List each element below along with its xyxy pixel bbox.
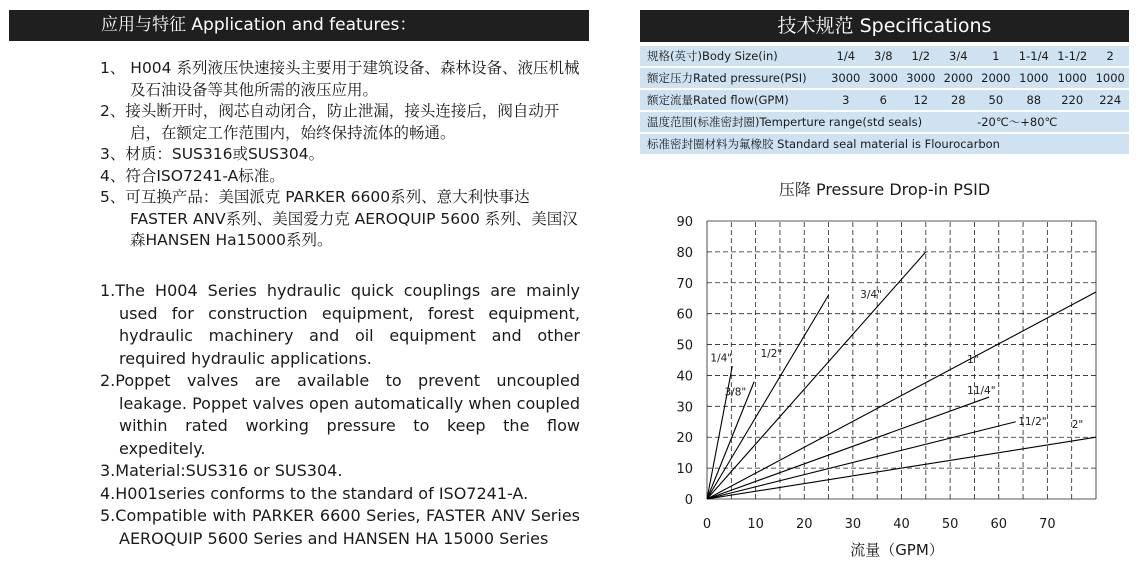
features-header: 应用与特征 Application and features：: [9, 10, 589, 41]
y-tick-label: 10: [676, 462, 693, 478]
size-label: 规格(英寸)Body Size(in): [640, 46, 827, 66]
y-tick-label: 40: [676, 369, 693, 385]
y-tick-label: 90: [676, 215, 693, 230]
series-line: [707, 422, 1016, 499]
x-tick-label: 20: [795, 517, 813, 532]
size-cell: 1/2: [902, 46, 940, 66]
pressure-cell: 3000: [827, 68, 865, 88]
cn-item-3: 3、材质：SUS316或SUS304。: [100, 145, 325, 163]
chart-title: 压降 Pressure Drop-in PSID: [778, 180, 991, 199]
series-line-label: 1": [967, 354, 979, 367]
size-cell: 1-1/4: [1015, 46, 1053, 66]
pressure-cell: 1000: [1015, 68, 1053, 88]
flow-cell: 88: [1015, 90, 1053, 110]
chart-line-labels: [710, 289, 1083, 431]
spec-row-size: [640, 46, 1129, 66]
cn-item-5: 5、可互换产品：美国派克 PARKER 6600系列、意大利快事达 FASTER ANV系列、美国爱力克 AEROQUIP 5600 系列、美国汉森HANSEN Ha15000系列。: [100, 188, 578, 249]
en-item-1: 1.The H004 Series hydraulic quick couplings are mainly used for construction equipment, forest equipment, hydraulic machinery and oil equipment and other required hydraulic applications.: [100, 281, 580, 368]
x-tick-label: 70: [1039, 517, 1056, 532]
series-line-label: 11/2": [1018, 415, 1047, 428]
x-tick-label: 50: [941, 517, 959, 532]
y-tick-label: 30: [676, 400, 693, 416]
spec-row-seal: [640, 134, 1129, 154]
en-item-2: 2.Poppet valves are available to prevent uncoupled leakage. Poppet valves open automatically when coupled within rated working pressure to keep the flow expeditely.: [100, 371, 580, 458]
pressure-drop-chart: [640, 200, 1129, 566]
size-cell: 2: [1091, 46, 1129, 66]
size-cell: 3/4: [940, 46, 978, 66]
cn-item-4: 4、符合ISO7241-A标准。: [100, 166, 285, 185]
chinese-feature-list: [100, 58, 590, 252]
size-cell: 1: [977, 46, 1015, 66]
pressure-cell: 3000: [902, 68, 940, 88]
pressure-cell: 2000: [977, 68, 1015, 88]
spec-row-temperature: [640, 112, 1129, 132]
flow-cell: 6: [865, 90, 903, 110]
y-tick-label: 50: [676, 338, 693, 354]
temperature-value: -20℃～+80℃: [977, 112, 1129, 132]
x-axis-label: 流量（GPM）: [850, 541, 944, 559]
y-tick-label: 20: [676, 431, 693, 447]
series-line-label: 1/2": [760, 347, 783, 360]
y-tick-label: 70: [676, 276, 693, 292]
x-tick-label: 30: [844, 517, 862, 532]
y-tick-label: 60: [676, 307, 693, 323]
pressure-cell: 3000: [865, 68, 903, 88]
flow-cell: 28: [940, 90, 978, 110]
spec-row-pressure: [640, 68, 1129, 88]
pressure-cell: 1000: [1091, 68, 1129, 88]
series-line: [707, 382, 754, 499]
size-cell: 3/8: [865, 46, 903, 66]
cn-item-2: 2、接头断开时，阀芯自动闭合，防止泄漏，接头连接后，阀自动开启，在额定工作范围内，始终保持流体的畅通。: [100, 102, 560, 142]
cn-item-1: 1、 H004 系列液压快速接头主要用于建筑设备、森林设备、液压机械及石油设备等其他所需的液压应用。: [100, 59, 580, 99]
en-item-3: 3.Material:SUS316 or SUS304.: [100, 461, 343, 480]
y-tick-label: 0: [684, 493, 693, 508]
flow-cell: 12: [902, 90, 940, 110]
spec-row-flow: [640, 90, 1129, 110]
flow-cell: 50: [977, 90, 1015, 110]
spec-table: [640, 44, 1129, 156]
x-tick-label: 60: [990, 517, 1008, 532]
english-feature-list: [100, 280, 580, 550]
en-item-4: 4.H001series conforms to the standard of ISO7241-A.: [100, 483, 529, 503]
flow-label: 额定流量Rated flow(GPM): [640, 90, 827, 110]
specifications-header: 技术规范 Specifications: [640, 10, 1129, 42]
pressure-label: 额定压力Rated pressure(PSI): [640, 68, 827, 88]
series-line-label: 3/8": [724, 386, 747, 399]
chart-grid: [707, 221, 1096, 499]
series-line-label: 11/4": [967, 384, 996, 397]
flow-cell: 220: [1053, 90, 1091, 110]
series-line: [707, 397, 989, 499]
y-tick-label: 80: [676, 245, 693, 261]
series-line-label: 3/4": [860, 289, 882, 302]
temperature-label: 温度范围(标准密封圈)Temperture range(std seals): [640, 112, 977, 132]
x-tick-label: 40: [893, 517, 910, 532]
size-cell: 1-1/2: [1053, 46, 1091, 66]
x-tick-label: 10: [747, 517, 764, 532]
size-cell: 1/4: [827, 46, 865, 66]
series-line-label: 1/4": [710, 352, 733, 365]
pressure-cell: 1000: [1053, 68, 1091, 88]
seal-note: 标准密封圈材料为氟橡胶 Standard seal material is Flourocarbon: [640, 134, 1129, 154]
flow-cell: 3: [827, 90, 865, 110]
pressure-cell: 2000: [940, 68, 978, 88]
flow-cell: 224: [1091, 90, 1129, 110]
en-item-5: 5.Compatible with PARKER 6600 Series, FASTER ANV Series AEROQUIP 5600 Series and HANSEN HA 15000 Series: [100, 506, 580, 548]
x-tick-label: 0: [702, 517, 712, 532]
series-line-label: 2": [1071, 418, 1084, 431]
